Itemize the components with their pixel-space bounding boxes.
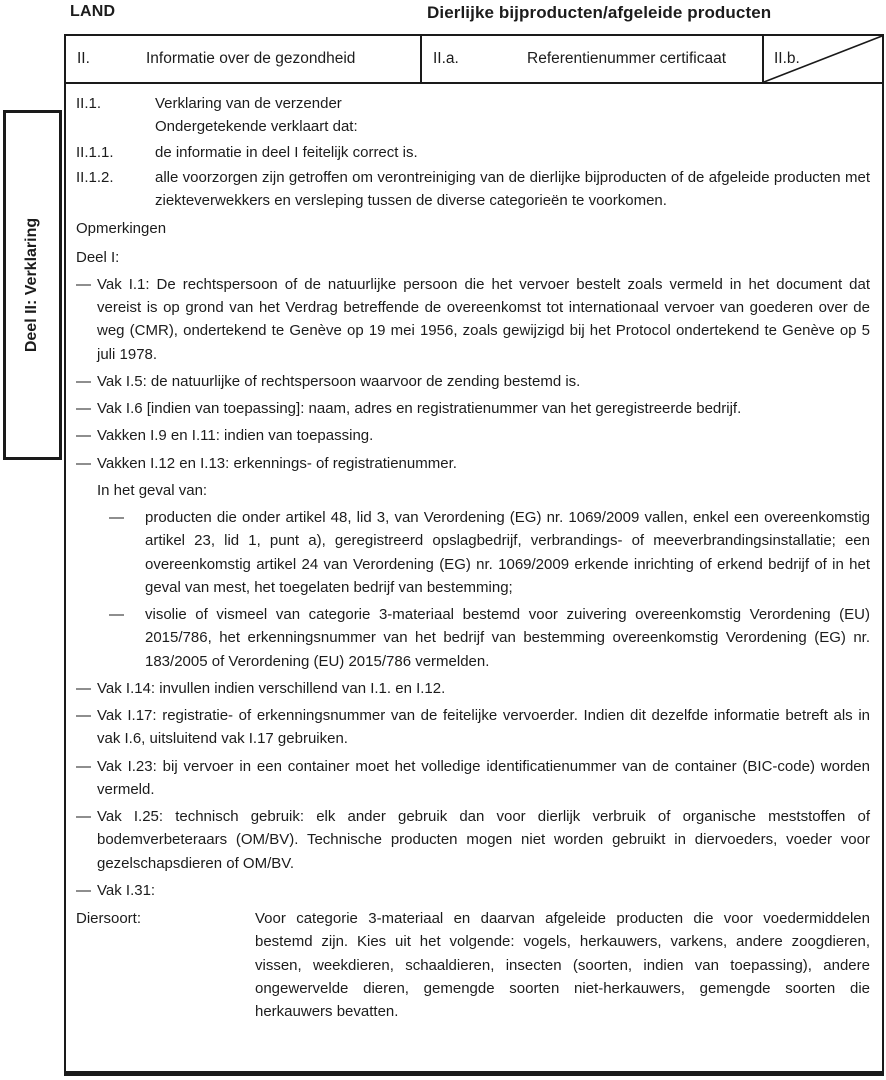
- document-title: Dierlijke bijproducten/afgeleide producten: [427, 3, 772, 22]
- diagonal-strikethrough-line: [764, 36, 882, 82]
- header-cell-iib: [764, 36, 882, 82]
- header-cell-health-info: [66, 36, 422, 82]
- note-text: Vak I.1: De rechtspersoon of de natuurlijke persoon die het vervoer bestelt zoals vermeld in het document dat vereist is op grond van het Verdrag betreffende de overeenkomst tot internationaal vervoer van goederen over de weg (CMR), ondertekend te Genève op 19 mei 1956, zoals gewijzigd bij het Protocol ondertekend te Genève op 5 juli 1978.: [97, 275, 870, 363]
- clause-number: II.1.2.: [76, 168, 114, 186]
- note-bullet: [76, 370, 870, 393]
- note-text: Vakken I.12 en I.13: erkennings- of registratienummer.: [97, 454, 457, 472]
- clause-number: II.1.: [76, 95, 102, 112]
- header-code-ii: II.: [77, 50, 90, 67]
- clause-text: Ondergetekende verklaart dat:: [155, 118, 358, 136]
- dash-marker: —: [76, 400, 91, 417]
- in-case-of-heading: In het geval van:: [97, 481, 208, 499]
- header-label-reference-number: Referentienummer certificaat: [527, 50, 726, 67]
- declaration-row: [76, 141, 870, 164]
- country-label: LAND: [70, 3, 116, 20]
- header-cell-reference-number: [422, 36, 764, 82]
- part-ii-sidebar: [3, 110, 62, 460]
- note-text: Vak I.23: bij vervoer in een container moet het volledige identificatienummer van de container (BIC-code) worden vermeld.: [97, 757, 870, 798]
- note-bullet: [76, 273, 870, 366]
- note-text: producten die onder artikel 48, lid 3, van Verordening (EG) nr. 1069/2009 vallen, enkel een overeenkomstig artikel 23, lid 1, punt a), geregistreerd opslagbedrijf, verbrandings- of meeverbrandingsinstallatie; een overeenkomstig artikel 24 van Verordening (EG) nr. 1069/2009 erkende inrichting of erkend bedrijf of in het geval van mest, het toegelaten bedrijf van bestemming;: [145, 509, 870, 596]
- note-text: Vak I.6 [indien van toepassing]: naam, adres en registratienummer van het geregistreerde bedrijf.: [97, 400, 742, 417]
- note-text: Vakken I.9 en I.11: indien van toepassing.: [97, 427, 374, 445]
- certificate-table: [64, 34, 884, 1076]
- declaration-row: [76, 92, 870, 139]
- notes-heading: Opmerkingen: [76, 220, 167, 238]
- declaration-row: [76, 166, 870, 213]
- dash-marker: —: [76, 679, 91, 697]
- note-bullet: [76, 704, 870, 751]
- note-text: Vak I.25: technisch gebruik: elk ander gebruik dan voor dierlijk verbruik of organische meststoffen of bodemverbeteraars (OM/BV). Technische producten mogen niet worden gebruikt in diervoeders, voeder voor gezelschapsdieren of OM/BV.: [97, 808, 870, 872]
- table-header-row: [66, 36, 882, 84]
- header-code-iib: II.b.: [774, 50, 800, 67]
- dash-marker: —: [76, 427, 91, 445]
- note-bullet: [76, 879, 870, 902]
- header-code-iia: II.a.: [433, 50, 459, 67]
- note-sub-bullet: [109, 506, 870, 599]
- dash-marker: —: [76, 757, 91, 775]
- part-ii-label: Deel II: Verklaring: [23, 217, 41, 353]
- clause-text: de informatie in deel I feitelijk correct is.: [155, 143, 418, 161]
- species-label: Diersoort:: [76, 910, 142, 927]
- note-bullet: [76, 424, 870, 447]
- table-body: [66, 84, 882, 1023]
- note-text: Vak I.5: de natuurlijke of rechtspersoon waarvoor de zending bestemd is.: [97, 372, 581, 390]
- note-text: Vak I.14: invullen indien verschillend van I.1. en I.12.: [97, 679, 446, 697]
- dash-marker: —: [76, 881, 91, 899]
- note-bullet: [76, 805, 870, 875]
- note-bullet: [76, 755, 870, 802]
- note-bullet: [76, 677, 870, 700]
- dash-marker: —: [76, 454, 91, 472]
- clause-text: alle voorzorgen zijn getroffen om verontreiniging van de dierlijke bijproducten of de afgeleide producten met ziekteverwekkers en versleping tussen de diverse categorieën te voorkomen.: [155, 168, 870, 209]
- note-bullet: [76, 452, 870, 475]
- note-sub-bullet: [109, 603, 870, 673]
- clause-text: Verklaring van de verzender: [155, 95, 342, 112]
- species-row: [76, 907, 870, 1023]
- note-text: visolie of vismeel van categorie 3-materiaal bestemd voor zuivering overeenkomstig Verordening (EU) 2015/786, het erkenningsnummer van het bedrijf van bestemming overeenkomstig Verordening (EG) nr. 183/2005 of Verordening (EU) 2015/786 vermelden.: [145, 606, 870, 670]
- dash-marker: —: [76, 372, 91, 390]
- species-text: Voor categorie 3-materiaal en daarvan afgeleide producten die voor voedermiddelen bestemd zijn. Kies uit het volgende: vogels, herkauwers, varkens, andere zoogdieren, vissen, weekdieren, schaaldieren, insecten (soorten, indien van toepassing), andere ongewervelde dieren, gemengde soorten niet-herkauwers, gemengde soorten die herkauwers bevatten.: [255, 910, 870, 1020]
- part-i-heading: Deel I:: [76, 248, 120, 266]
- dash-marker: —: [109, 606, 124, 623]
- note-bullet: [76, 397, 870, 420]
- clause-number: II.1.1.: [76, 143, 114, 161]
- dash-marker: —: [76, 808, 91, 825]
- dash-marker: —: [76, 707, 91, 724]
- header-label-health-info: Informatie over de gezondheid: [146, 50, 356, 67]
- dash-marker: —: [109, 509, 124, 526]
- dash-marker: —: [76, 275, 91, 293]
- note-text: Vak I.17: registratie- of erkenningsnummer van de feitelijke vervoerder. Indien dit dezelfde informatie betreft als in vak I.6, uitsluitend vak I.17 gebruiken.: [97, 707, 870, 748]
- note-text: Vak I.31:: [97, 881, 156, 899]
